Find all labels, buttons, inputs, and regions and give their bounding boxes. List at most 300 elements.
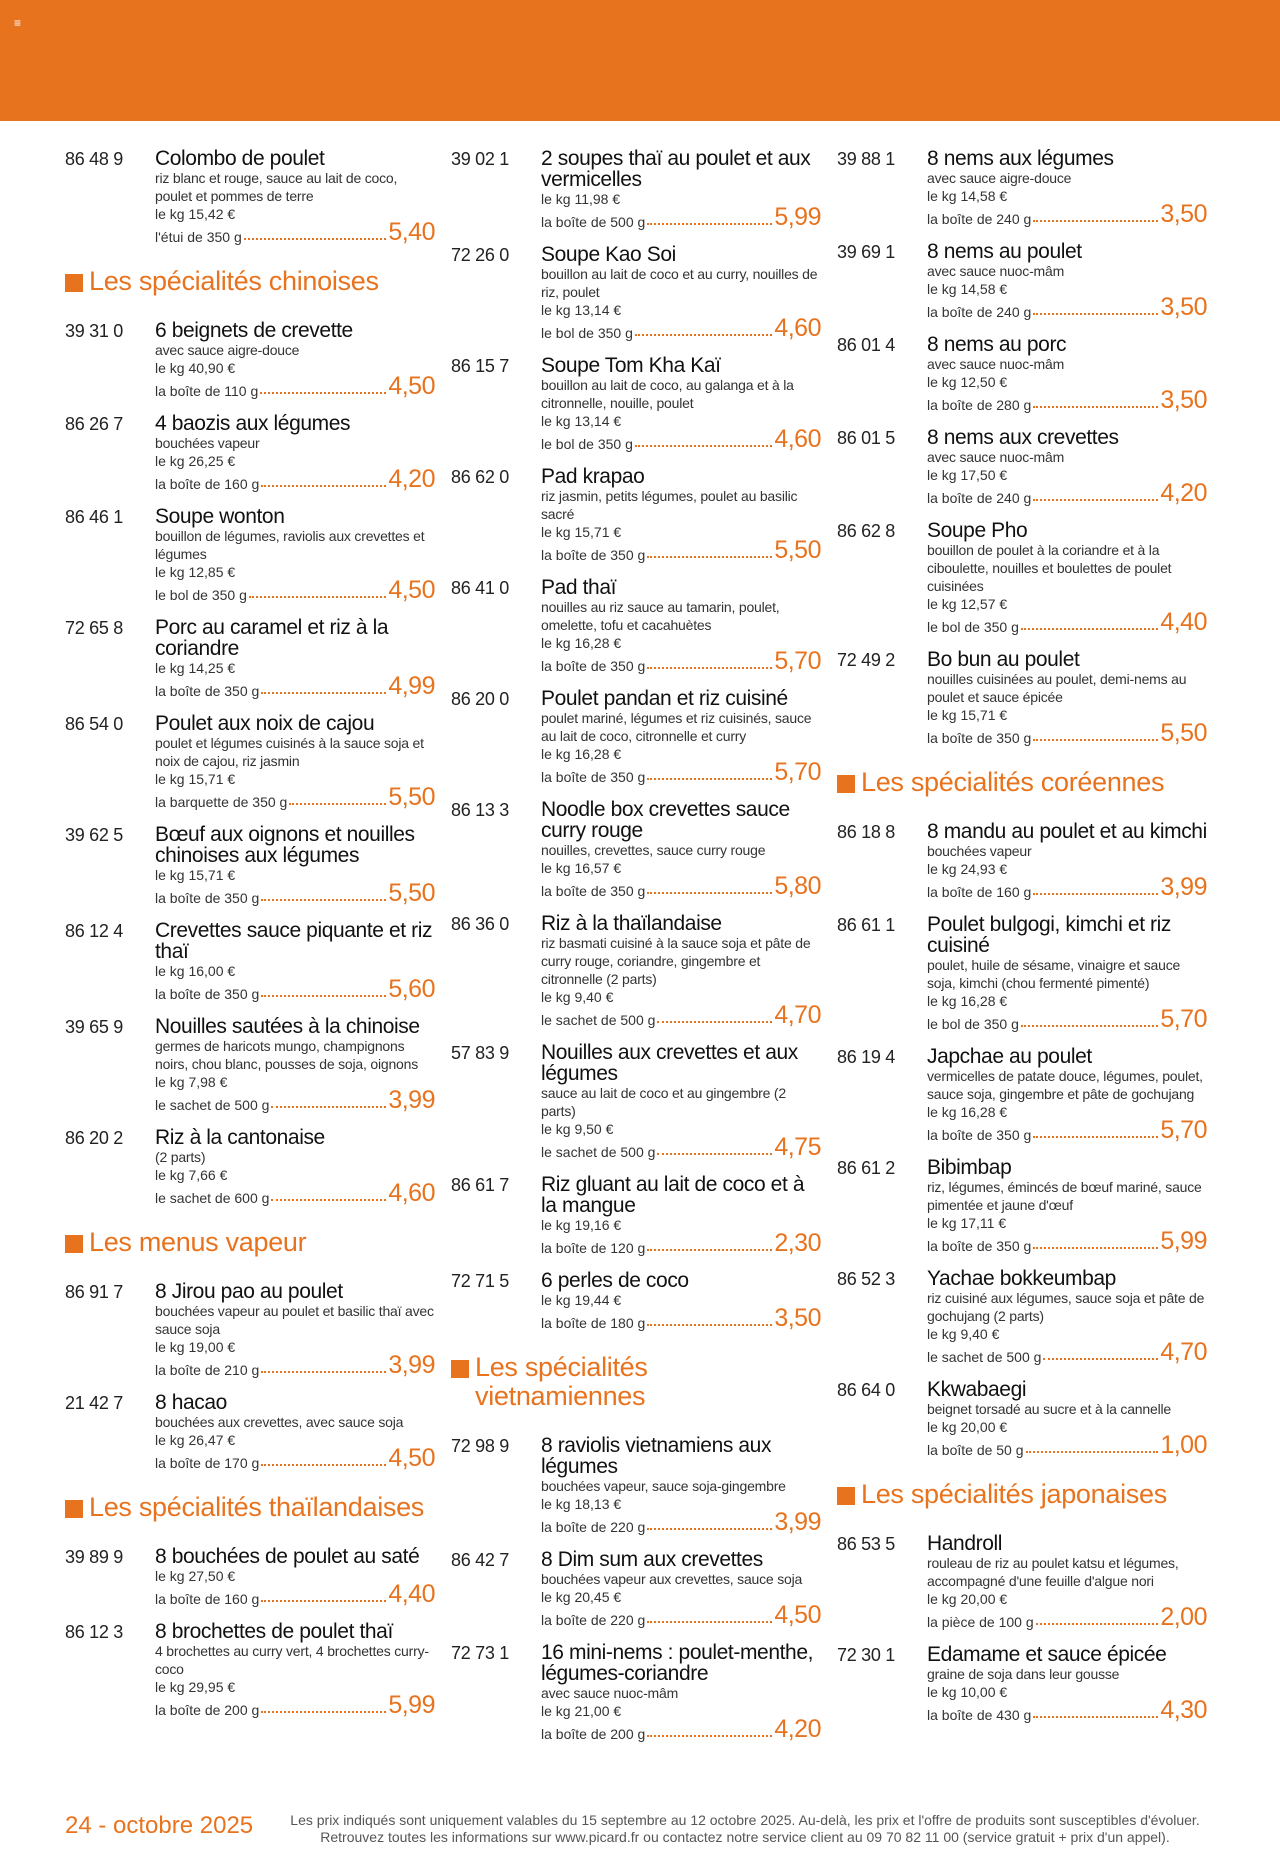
package-size: le bol de 350 g bbox=[541, 325, 633, 341]
product-item[interactable] bbox=[837, 821, 1207, 900]
product-price: 3,50 bbox=[774, 1304, 821, 1332]
product-item[interactable] bbox=[65, 617, 435, 699]
price-per-kg: le kg 21,00 € bbox=[541, 1703, 622, 1719]
product-item[interactable] bbox=[65, 1546, 435, 1607]
page-number: 24 - octobre 2025 bbox=[65, 1812, 254, 1839]
package-size: la boîte de 350 g bbox=[541, 883, 646, 899]
product-price: 4,20 bbox=[1160, 479, 1207, 507]
product-price: 5,50 bbox=[388, 879, 435, 907]
product-price: 4,20 bbox=[388, 465, 435, 493]
dot-leader bbox=[1033, 1247, 1158, 1249]
product-description: avec sauce nuoc-mâm bbox=[927, 263, 1065, 279]
package-size: la boîte de 350 g bbox=[927, 1238, 1032, 1254]
product-description: bouchées vapeur aux crevettes, sauce soja bbox=[541, 1571, 803, 1587]
dot-leader bbox=[271, 1106, 386, 1108]
package-size: la boîte de 220 g bbox=[541, 1519, 646, 1535]
price-per-kg: le kg 16,28 € bbox=[927, 993, 1008, 1009]
section-square-icon bbox=[65, 274, 83, 292]
price-per-kg: le kg 14,58 € bbox=[927, 188, 1008, 204]
section-square-icon bbox=[837, 775, 855, 793]
section-title: Les menus vapeur bbox=[89, 1227, 307, 1257]
price-per-kg: le kg 13,14 € bbox=[541, 413, 622, 429]
product-code: 86 41 0 bbox=[451, 578, 509, 598]
product-name: Noodle box crevettes sauce curry rouge bbox=[541, 798, 790, 842]
product-price: 5,99 bbox=[774, 203, 821, 231]
footer-note-line-2: Retrouvez toutes les informations sur www.picard.fr ou contactez notre service client au 09 70 82 11 00 (service gratuit + prix d'un appel). bbox=[320, 1829, 1170, 1845]
product-price: 4,60 bbox=[388, 1179, 435, 1207]
dot-leader bbox=[647, 1324, 772, 1326]
product-price: 5,99 bbox=[388, 1691, 435, 1719]
product-price: 4,40 bbox=[1160, 608, 1207, 636]
price-per-kg: le kg 14,25 € bbox=[155, 660, 236, 676]
product-name: Nouilles sautées à la chinoise bbox=[155, 1015, 420, 1038]
product-description: bouchées vapeur bbox=[927, 843, 1032, 859]
product-name: 8 nems au poulet bbox=[927, 240, 1082, 263]
product-code: 86 54 0 bbox=[65, 714, 123, 734]
product-code: 86 20 2 bbox=[65, 1128, 123, 1148]
product-description: beignet torsadé au sucre et à la cannelle bbox=[927, 1401, 1171, 1417]
product-price: 3,99 bbox=[388, 1351, 435, 1379]
section-title: Les spécialités vietnamiennes bbox=[475, 1352, 648, 1411]
price-per-kg: le kg 26,47 € bbox=[155, 1432, 236, 1448]
product-item[interactable] bbox=[451, 466, 821, 563]
product-code: 86 13 3 bbox=[451, 800, 509, 820]
dot-leader bbox=[271, 1199, 386, 1201]
price-per-kg: le kg 7,66 € bbox=[155, 1167, 228, 1183]
dot-leader bbox=[1033, 406, 1158, 408]
section-title: Les spécialités thaïlandaises bbox=[89, 1492, 425, 1522]
product-description: sauce au lait de coco et au gingembre (2 parts) bbox=[541, 1085, 786, 1119]
product-description: graine de soja dans leur gousse bbox=[927, 1666, 1120, 1682]
product-code: 72 71 5 bbox=[451, 1271, 509, 1291]
dot-leader bbox=[1021, 1025, 1158, 1027]
price-per-kg: le kg 9,50 € bbox=[541, 1121, 614, 1137]
price-per-kg: le kg 15,71 € bbox=[155, 867, 236, 883]
section-heading bbox=[65, 267, 435, 296]
product-description: bouchées aux crevettes, avec sauce soja bbox=[155, 1414, 404, 1430]
product-name: 8 bouchées de poulet au saté bbox=[155, 1545, 420, 1568]
product-code: 39 88 1 bbox=[837, 149, 895, 169]
price-per-kg: le kg 29,95 € bbox=[155, 1679, 236, 1695]
footer bbox=[65, 1812, 1215, 1848]
product-item[interactable] bbox=[65, 1392, 435, 1471]
dot-leader bbox=[1033, 739, 1158, 741]
price-per-kg: le kg 16,28 € bbox=[927, 1104, 1008, 1120]
dot-leader bbox=[635, 334, 772, 336]
product-item[interactable] bbox=[451, 1435, 821, 1535]
price-per-kg: le kg 16,00 € bbox=[155, 963, 236, 979]
product-price: 4,75 bbox=[774, 1133, 821, 1161]
product-price: 5,70 bbox=[1160, 1116, 1207, 1144]
package-size: l'étui de 350 g bbox=[155, 229, 242, 245]
product-description: poulet et légumes cuisinés à la sauce soja et noix de cajou, riz jasmin bbox=[155, 735, 424, 769]
product-description: germes de haricots mungo, champignons noirs, chou blanc, pousses de soja, oignons bbox=[155, 1038, 419, 1072]
product-price: 4,40 bbox=[388, 1580, 435, 1608]
product-item[interactable] bbox=[837, 1379, 1207, 1458]
package-size: la boîte de 280 g bbox=[927, 397, 1032, 413]
product-code: 86 01 4 bbox=[837, 335, 895, 355]
price-per-kg: le kg 20,45 € bbox=[541, 1589, 622, 1605]
price-per-kg: le kg 24,93 € bbox=[927, 861, 1008, 877]
product-description: vermicelles de patate douce, légumes, poulet, sauce soja, gingembre et pâte de gochujang bbox=[927, 1068, 1203, 1102]
column-3 bbox=[837, 148, 1207, 1737]
product-item[interactable] bbox=[451, 799, 821, 899]
product-name: Poulet pandan et riz cuisiné bbox=[541, 687, 788, 710]
package-size: la boîte de 350 g bbox=[155, 986, 260, 1002]
dot-leader bbox=[261, 1371, 386, 1373]
dot-leader bbox=[657, 1021, 772, 1023]
product-name: 2 soupes thaï au poulet et aux vermicelles bbox=[541, 147, 811, 191]
price-per-kg: le kg 9,40 € bbox=[927, 1326, 1000, 1342]
product-item[interactable] bbox=[451, 148, 821, 230]
dot-leader bbox=[289, 803, 386, 805]
header-banner bbox=[0, 0, 1280, 121]
product-price: 2,00 bbox=[1160, 1603, 1207, 1631]
product-price: 4,70 bbox=[1160, 1338, 1207, 1366]
product-item[interactable] bbox=[451, 913, 821, 1028]
product-price: 5,70 bbox=[1160, 1005, 1207, 1033]
price-per-kg: le kg 11,98 € bbox=[541, 191, 621, 207]
product-name: Porc au caramel et riz à la coriandre bbox=[155, 616, 389, 660]
product-code: 72 30 1 bbox=[837, 1645, 895, 1665]
product-price: 3,99 bbox=[388, 1086, 435, 1114]
product-name: Bœuf aux oignons et nouilles chinoises aux légumes bbox=[155, 823, 415, 867]
product-name: Pad krapao bbox=[541, 465, 645, 488]
price-per-kg: le kg 16,28 € bbox=[541, 635, 622, 651]
price-per-kg: le kg 18,13 € bbox=[541, 1496, 622, 1512]
price-per-kg: le kg 15,71 € bbox=[155, 771, 236, 787]
package-size: la boîte de 170 g bbox=[155, 1455, 260, 1471]
product-code: 72 73 1 bbox=[451, 1643, 509, 1663]
product-description: avec sauce nuoc-mâm bbox=[541, 1685, 679, 1701]
package-size: la boîte de 430 g bbox=[927, 1707, 1032, 1723]
product-description: 4 brochettes au curry vert, 4 brochettes curry-coco bbox=[155, 1643, 429, 1677]
product-item[interactable] bbox=[837, 1046, 1207, 1143]
product-description: avec sauce nuoc-mâm bbox=[927, 449, 1065, 465]
price-per-kg: le kg 13,14 € bbox=[541, 302, 622, 318]
package-size: la boîte de 50 g bbox=[927, 1442, 1024, 1458]
product-item[interactable] bbox=[837, 914, 1207, 1032]
product-item[interactable] bbox=[65, 920, 435, 1002]
product-item[interactable] bbox=[65, 320, 435, 399]
dot-leader bbox=[1033, 1136, 1158, 1138]
product-code: 86 91 7 bbox=[65, 1282, 123, 1302]
price-per-kg: le kg 19,00 € bbox=[155, 1339, 236, 1355]
product-name: 6 perles de coco bbox=[541, 1269, 689, 1292]
product-name: 8 brochettes de poulet thaï bbox=[155, 1620, 393, 1643]
product-name: Riz gluant au lait de coco et à la mangue bbox=[541, 1173, 805, 1217]
product-code: 72 49 2 bbox=[837, 650, 895, 670]
product-item[interactable] bbox=[837, 427, 1207, 506]
section-square-icon bbox=[451, 1360, 469, 1378]
product-price: 4,30 bbox=[1160, 1696, 1207, 1724]
product-code: 86 61 7 bbox=[451, 1175, 509, 1195]
package-size: le bol de 350 g bbox=[155, 587, 247, 603]
product-price: 5,99 bbox=[1160, 1227, 1207, 1255]
product-item[interactable] bbox=[451, 577, 821, 674]
price-per-kg: le kg 14,58 € bbox=[927, 281, 1008, 297]
package-size: le bol de 350 g bbox=[541, 436, 633, 452]
product-item[interactable] bbox=[451, 1270, 821, 1331]
product-name: 8 nems aux crevettes bbox=[927, 426, 1119, 449]
dot-leader bbox=[1033, 893, 1158, 895]
product-code: 86 62 0 bbox=[451, 467, 509, 487]
product-description: bouillon au lait de coco, au galanga et à la citronnelle, nouille, poulet bbox=[541, 377, 794, 411]
product-name: Nouilles aux crevettes et aux légumes bbox=[541, 1041, 798, 1085]
product-price: 5,50 bbox=[1160, 719, 1207, 747]
package-size: la boîte de 160 g bbox=[155, 476, 260, 492]
product-item[interactable] bbox=[451, 1549, 821, 1628]
package-size: la boîte de 110 g bbox=[155, 383, 259, 399]
product-item[interactable] bbox=[837, 1644, 1207, 1723]
dot-leader bbox=[647, 556, 772, 558]
product-item[interactable] bbox=[837, 1157, 1207, 1254]
product-price: 5,40 bbox=[388, 218, 435, 246]
package-size: la boîte de 350 g bbox=[927, 730, 1032, 746]
product-code: 86 61 1 bbox=[837, 915, 895, 935]
section-square-icon bbox=[65, 1500, 83, 1518]
product-description: riz jasmin, petits légumes, poulet au basilic sacré bbox=[541, 488, 798, 522]
product-price: 3,50 bbox=[1160, 293, 1207, 321]
product-price: 3,99 bbox=[774, 1508, 821, 1536]
product-code: 86 64 0 bbox=[837, 1380, 895, 1400]
product-code: 86 52 3 bbox=[837, 1269, 895, 1289]
product-description: avec sauce nuoc-mâm bbox=[927, 356, 1065, 372]
product-item[interactable] bbox=[65, 1127, 435, 1206]
product-name: Soupe Tom Kha Kaï bbox=[541, 354, 721, 377]
product-item[interactable] bbox=[65, 413, 435, 492]
product-name: Poulet bulgogi, kimchi et riz cuisiné bbox=[927, 913, 1172, 957]
product-description: bouillon au lait de coco et au curry, nouilles de riz, poulet bbox=[541, 266, 818, 300]
column-1 bbox=[65, 148, 435, 1732]
product-item[interactable] bbox=[837, 334, 1207, 413]
dot-leader bbox=[635, 445, 772, 447]
product-price: 5,80 bbox=[774, 872, 821, 900]
product-description: bouillon de légumes, raviolis aux crevettes et légumes bbox=[155, 528, 425, 562]
price-per-kg: le kg 16,57 € bbox=[541, 860, 622, 876]
product-item[interactable] bbox=[65, 148, 435, 245]
product-item[interactable] bbox=[451, 688, 821, 785]
product-price: 2,30 bbox=[774, 1229, 821, 1257]
package-size: la boîte de 350 g bbox=[155, 890, 260, 906]
product-name: 4 baozis aux légumes bbox=[155, 412, 351, 435]
product-name: Soupe Kao Soi bbox=[541, 243, 676, 266]
product-description: bouchées vapeur, sauce soja-gingembre bbox=[541, 1478, 786, 1494]
package-size: la boîte de 350 g bbox=[541, 769, 646, 785]
product-name: 8 Jirou pao au poulet bbox=[155, 1280, 343, 1303]
product-price: 5,70 bbox=[774, 758, 821, 786]
product-code: 86 15 7 bbox=[451, 356, 509, 376]
product-code: 72 65 8 bbox=[65, 618, 123, 638]
package-size: la boîte de 350 g bbox=[541, 658, 646, 674]
product-item[interactable] bbox=[837, 649, 1207, 746]
product-code: 86 20 0 bbox=[451, 689, 509, 709]
price-per-kg: le kg 20,00 € bbox=[927, 1419, 1008, 1435]
product-price: 4,60 bbox=[774, 314, 821, 342]
package-size: le sachet de 600 g bbox=[155, 1190, 270, 1206]
product-description: bouchées vapeur bbox=[155, 435, 260, 451]
product-code: 21 42 7 bbox=[65, 1393, 123, 1413]
package-size: le sachet de 500 g bbox=[541, 1012, 656, 1028]
section-square-icon bbox=[65, 1235, 83, 1253]
dot-leader bbox=[1021, 628, 1158, 630]
product-item[interactable] bbox=[65, 1621, 435, 1718]
package-size: la boîte de 160 g bbox=[155, 1591, 260, 1607]
price-per-kg: le kg 7,98 € bbox=[155, 1074, 228, 1090]
product-description: bouchées vapeur au poulet et basilic thaï avec sauce soja bbox=[155, 1303, 434, 1337]
product-description: riz blanc et rouge, sauce au lait de coco, poulet et pommes de terre bbox=[155, 170, 398, 204]
package-size: la boîte de 210 g bbox=[155, 1362, 260, 1378]
product-code: 86 36 0 bbox=[451, 914, 509, 934]
product-price: 4,50 bbox=[388, 1444, 435, 1472]
dot-leader bbox=[1033, 313, 1158, 315]
package-size: la boîte de 200 g bbox=[541, 1726, 646, 1742]
package-size: la boîte de 500 g bbox=[541, 214, 646, 230]
dot-leader bbox=[657, 1153, 772, 1155]
package-size: la boîte de 240 g bbox=[927, 304, 1032, 320]
dot-leader bbox=[249, 596, 386, 598]
product-name: 8 hacao bbox=[155, 1391, 227, 1414]
product-item[interactable] bbox=[451, 244, 821, 341]
package-size: la boîte de 350 g bbox=[155, 683, 260, 699]
dot-leader bbox=[647, 892, 772, 894]
dot-leader bbox=[261, 1464, 386, 1466]
product-name: 8 raviolis vietnamiens aux légumes bbox=[541, 1434, 772, 1478]
price-per-kg: le kg 17,11 € bbox=[927, 1215, 1007, 1231]
product-description: nouilles, crevettes, sauce curry rouge bbox=[541, 842, 766, 858]
section-heading bbox=[837, 768, 1207, 797]
package-size: la boîte de 200 g bbox=[155, 1702, 260, 1718]
product-name: Riz à la cantonaise bbox=[155, 1126, 325, 1149]
product-item[interactable] bbox=[65, 506, 435, 603]
product-item[interactable] bbox=[65, 824, 435, 906]
price-per-kg: le kg 15,71 € bbox=[541, 524, 622, 540]
price-per-kg: le kg 15,42 € bbox=[155, 206, 236, 222]
product-name: 8 nems aux légumes bbox=[927, 147, 1114, 170]
dot-leader bbox=[260, 392, 386, 394]
product-item[interactable] bbox=[837, 520, 1207, 635]
dot-leader bbox=[1033, 499, 1158, 501]
dot-leader bbox=[647, 1249, 772, 1251]
product-code: 86 61 2 bbox=[837, 1158, 895, 1178]
price-per-kg: le kg 20,00 € bbox=[927, 1591, 1008, 1607]
product-description: bouillon de poulet à la coriandre et à la ciboulette, nouilles et boulettes de poulet cuisinées bbox=[927, 542, 1172, 594]
product-name: Soupe wonton bbox=[155, 505, 285, 528]
product-item[interactable] bbox=[451, 1042, 821, 1160]
footer-note-line-1: Les prix indiqués sont uniquement valables du 15 septembre au 12 octobre 2025. Au-delà, les prix et l'offre de produits sont susceptibles d'évoluer. bbox=[290, 1812, 1200, 1828]
product-item[interactable] bbox=[65, 713, 435, 810]
section-heading bbox=[837, 1480, 1207, 1509]
product-price: 4,99 bbox=[388, 672, 435, 700]
product-name: 16 mini-nems : poulet-menthe, légumes-coriandre bbox=[541, 1641, 814, 1685]
product-code: 39 62 5 bbox=[65, 825, 123, 845]
package-size: la boîte de 180 g bbox=[541, 1315, 646, 1331]
package-size: le bol de 350 g bbox=[927, 1016, 1019, 1032]
dot-leader bbox=[261, 692, 386, 694]
product-price: 5,50 bbox=[388, 783, 435, 811]
product-item[interactable] bbox=[837, 1533, 1207, 1630]
product-code: 39 31 0 bbox=[65, 321, 123, 341]
dot-leader bbox=[1033, 220, 1158, 222]
dot-leader bbox=[647, 1528, 772, 1530]
price-per-kg: le kg 19,44 € bbox=[541, 1292, 622, 1308]
product-item[interactable] bbox=[837, 1268, 1207, 1365]
section-square-icon bbox=[837, 1487, 855, 1505]
product-description: poulet mariné, légumes et riz cuisinés, sauce au lait de coco, citronnelle et curry bbox=[541, 710, 812, 744]
product-item[interactable] bbox=[65, 1016, 435, 1113]
dot-leader bbox=[647, 223, 772, 225]
product-item[interactable] bbox=[65, 1281, 435, 1378]
product-code: 86 53 5 bbox=[837, 1534, 895, 1554]
product-code: 72 26 0 bbox=[451, 245, 509, 265]
product-price: 5,70 bbox=[774, 647, 821, 675]
price-per-kg: le kg 17,50 € bbox=[927, 467, 1008, 483]
dot-leader bbox=[261, 485, 386, 487]
dot-leader bbox=[1026, 1451, 1159, 1453]
product-code: 86 42 7 bbox=[451, 1550, 509, 1570]
package-size: la boîte de 350 g bbox=[541, 547, 646, 563]
price-per-kg: le kg 19,16 € bbox=[541, 1217, 622, 1233]
footer-note bbox=[255, 1812, 1235, 1846]
product-price: 5,60 bbox=[388, 975, 435, 1003]
product-item[interactable] bbox=[837, 241, 1207, 320]
product-name: Bibimbap bbox=[927, 1156, 1012, 1179]
product-description: nouilles au riz sauce au tamarin, poulet, omelette, tofu et cacahuètes bbox=[541, 599, 780, 633]
product-name: 8 Dim sum aux crevettes bbox=[541, 1548, 763, 1571]
product-code: 86 19 4 bbox=[837, 1047, 895, 1067]
product-item[interactable] bbox=[837, 148, 1207, 227]
product-code: 72 98 9 bbox=[451, 1436, 509, 1456]
price-per-kg: le kg 27,50 € bbox=[155, 1568, 236, 1584]
price-per-kg: le kg 9,40 € bbox=[541, 989, 614, 1005]
package-size: la boîte de 220 g bbox=[541, 1612, 646, 1628]
price-per-kg: le kg 15,71 € bbox=[927, 707, 1008, 723]
product-name: Edamame et sauce épicée bbox=[927, 1643, 1167, 1666]
product-name: 6 beignets de crevette bbox=[155, 319, 353, 342]
package-size: la barquette de 350 g bbox=[155, 794, 288, 810]
product-price: 4,20 bbox=[774, 1715, 821, 1743]
product-item[interactable] bbox=[451, 355, 821, 452]
section-heading bbox=[65, 1493, 435, 1522]
dot-leader bbox=[261, 899, 386, 901]
product-name: Bo bun au poulet bbox=[927, 648, 1080, 671]
dot-leader bbox=[647, 1735, 772, 1737]
product-name: Poulet aux noix de cajou bbox=[155, 712, 375, 735]
dot-leader bbox=[1043, 1358, 1158, 1360]
product-price: 4,50 bbox=[388, 576, 435, 604]
product-price: 4,50 bbox=[774, 1601, 821, 1629]
dot-leader bbox=[647, 778, 772, 780]
product-description: riz cuisiné aux légumes, sauce soja et pâte de gochujang (2 parts) bbox=[927, 1290, 1205, 1324]
package-size: le bol de 350 g bbox=[927, 619, 1019, 635]
product-description: avec sauce aigre-douce bbox=[927, 170, 1072, 186]
product-item[interactable] bbox=[451, 1174, 821, 1256]
dot-leader bbox=[261, 995, 386, 997]
product-code: 39 65 9 bbox=[65, 1017, 123, 1037]
menu-icon[interactable]: ≡ bbox=[14, 16, 22, 30]
package-size: le sachet de 500 g bbox=[155, 1097, 270, 1113]
package-size: la boîte de 350 g bbox=[927, 1127, 1032, 1143]
package-size: la boîte de 240 g bbox=[927, 211, 1032, 227]
product-item[interactable] bbox=[451, 1642, 821, 1742]
product-code: 86 18 8 bbox=[837, 822, 895, 842]
product-description: rouleau de riz au poulet katsu et légumes, accompagné d'une feuille d'algue nori bbox=[927, 1555, 1179, 1589]
product-code: 39 69 1 bbox=[837, 242, 895, 262]
package-size: la boîte de 160 g bbox=[927, 884, 1032, 900]
section-title: Les spécialités japonaises bbox=[861, 1479, 1167, 1509]
product-price: 1,00 bbox=[1160, 1431, 1207, 1459]
product-description: avec sauce aigre-douce bbox=[155, 342, 300, 358]
